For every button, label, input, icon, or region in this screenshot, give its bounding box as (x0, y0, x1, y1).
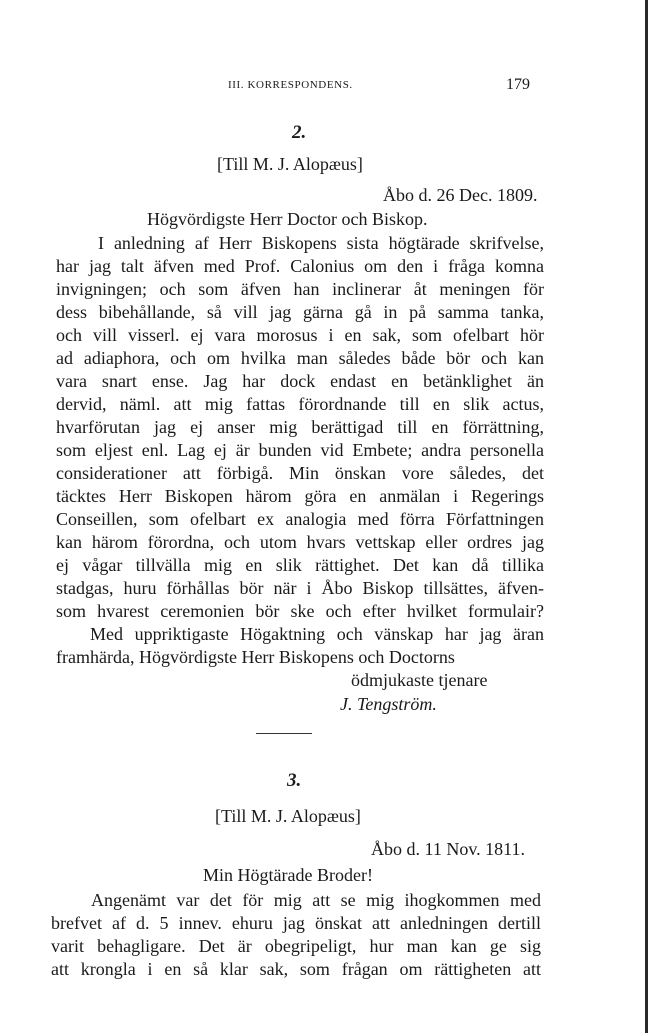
letter-number: 2. (292, 122, 307, 143)
body-line: invigningen; och som äfven han inclinerar åt meningen för (56, 279, 544, 299)
letter-salutation: Min Högtärade Broder! (203, 865, 373, 885)
body-line: täcktes Herr Biskopen härom göra en anmälan i Regerings (56, 486, 544, 506)
letter-closing: ödmjukaste tjenare (351, 670, 488, 690)
letter-recipient: [Till M. J. Alopæus] (215, 806, 361, 826)
body-line: och vill visserl. ej vara morosus i en sak, som ofelbart hör (56, 325, 544, 345)
body-line: Angenämt var det för mig att se mig ihogkommen med (91, 890, 541, 910)
body-line: som eljest enl. Lag ej är bunden vid Embete; andra personella (56, 440, 544, 460)
body-line: I anledning af Herr Biskopens sista högtärade skrifvelse, (98, 233, 544, 253)
letter-recipient: [Till M. J. Alopæus] (217, 154, 363, 174)
body-line: dess bibehållande, så vill jag gärna gå in på samma tanka, (56, 302, 544, 322)
running-head: III. KORRESPONDENS. (228, 79, 353, 91)
body-line: ad adiaphora, och om hvilka man således både bör och kan (56, 348, 544, 368)
body-line: vara snart ense. Jag har dock endast en betänklighet än (56, 371, 544, 391)
body-line: som hvarest ceremonien bör ske och efter hvilket formulair? (56, 601, 544, 621)
body-line: dervid, näml. att mig fattas förordnande till en slik actus, (56, 394, 544, 414)
body-line: har jag talt äfven med Prof. Calonius om den i fråga komna (56, 256, 544, 276)
body-line: ej vågar tillvälla mig en slik rättighet. Det kan då tillika (56, 555, 544, 575)
body-line: hvarförutan jag ej anser mig berättigad till en förrättning, (56, 417, 544, 437)
body-line: brefvet af d. 5 innev. ehuru jag önskat att anledningen dertill (51, 913, 541, 933)
body-line: kan härom förordna, och utom hvars vettskap eller ordres jag (56, 532, 544, 552)
page-header (0, 76, 648, 98)
body-line: stadgas, huru förhållas bör när i Åbo Biskop tillsättes, äfven- (56, 578, 544, 598)
body-line: varit behagligare. Det är obegripeligt, hur man kan ge sig (51, 936, 541, 956)
body-line: Conseillen, som ofelbart ex analogia med förra Författningen (56, 509, 544, 529)
letter-place-date: Åbo d. 11 Nov. 1811. (371, 839, 525, 859)
letter-number: 3. (287, 770, 302, 791)
section-divider (256, 733, 312, 734)
body-line: considerationer att förbigå. Min önskan vore således, det (56, 463, 544, 483)
body-line: att krongla i en så klar sak, som frågan om rättigheten att (51, 959, 541, 979)
body-line: Med uppriktigaste Högaktning och vänskap har jag äran (90, 624, 544, 644)
letter-signature: J. Tengström. (340, 694, 437, 714)
body-line: framhärda, Högvördigste Herr Biskopens och Doctorns (56, 647, 455, 667)
page-number: 179 (506, 76, 530, 93)
letter-place-date: Åbo d. 26 Dec. 1809. (383, 185, 538, 205)
letter-salutation: Högvördigste Herr Doctor och Biskop. (147, 209, 428, 229)
